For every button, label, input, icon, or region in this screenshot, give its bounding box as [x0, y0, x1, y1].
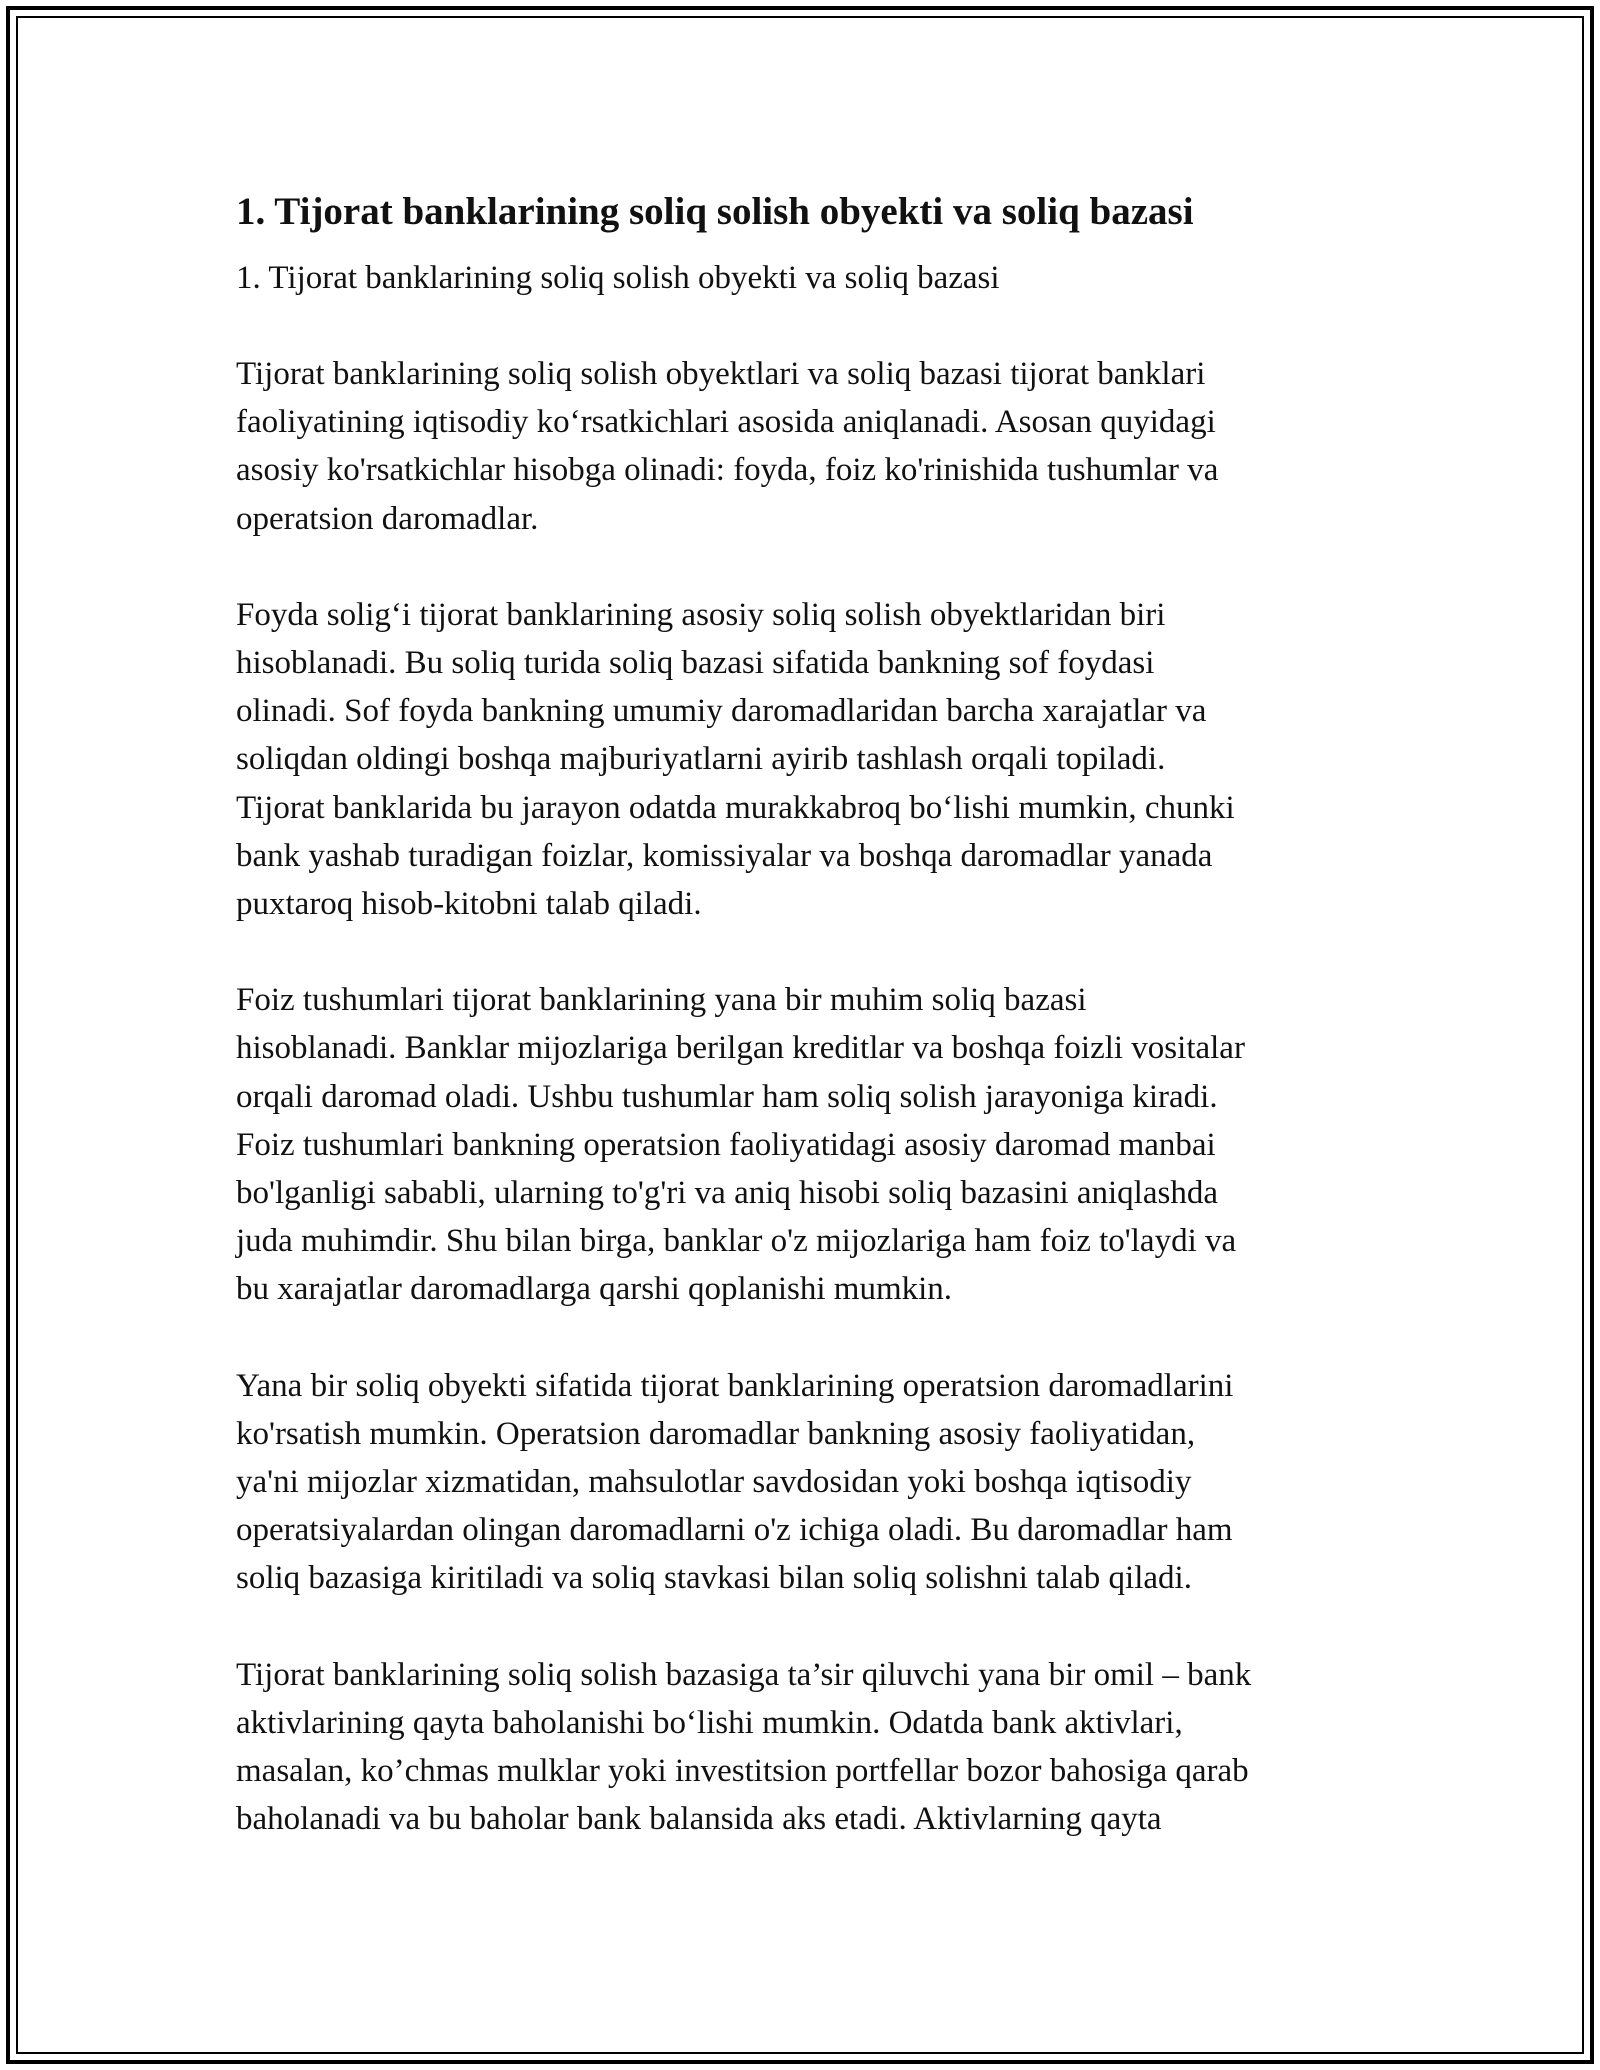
paragraph-5: Tijorat banklarining soliq solish bazasiga ta’sir qiluvchi yana bir omil – bank aktivlarining qayta baholanishi bo‘lishi mumkin. Odatda bank aktivlari, masalan, ko’chmas mulklar yoki investitsion portfellar bozor bahosiga qarab baholanadi va bu baholar bank balansida aks etadi. Aktivlarning qayta: [236, 1656, 1252, 1838]
paragraph-4: Yana bir soliq obyekti sifatida tijorat banklarining operatsion daromadlarini ko'rsatish mumkin. Operatsion daromadlar bankning asosiy faoliyatidan, ya'ni mijozlar xizmatidan, mahsulotlar savdosidan yoki boshqa iqtisodiy operatsiyalardan olingan daromadlarni o'z ichiga oladi. Bu daromadlar ham soliq bazasiga kiritiladi va soliq stavkasi bilan soliq solishni talab qiladi.: [236, 1367, 1234, 1597]
document-body: [236, 186, 1376, 1891]
paragraph-2: Foyda solig‘i tijorat banklarining asosiy soliq solish obyektlaridan biri hisoblanadi. Bu soliq turida soliq bazasi sifatida bankning sof foydasi olinadi. Sof foyda bankning umumiy daromadlaridan barcha xarajatlar va soliqdan oldingi boshqa majburiyatlarni ayirib tashlash orqali topiladi. Tijorat banklarida bu jarayon odatda murakkabroq bo‘lishi mumkin, chunki bank yashab turadigan foizlar, komissiyalar va boshqa daromadlar yanada puxtaroq hisob-kitobni talab qiladi.: [236, 596, 1235, 923]
paragraph-3: Foiz tushumlari tijorat banklarining yana bir muhim soliq bazasi hisoblanadi. Banklar mijozlariga berilgan kreditlar va boshqa foizli vositalar orqali daromad oladi. Ushbu tushumlar ham soliq solish jarayoniga kiradi. Foiz tushumlari bankning operatsion faoliyatidagi asosiy daromad manbai bo'lganligi sababli, ularning to'g'ri va aniq hisobi soliq bazasini aniqlashda juda muhimdir. Shu bilan birga, banklar o'z mijozlariga ham foiz to'laydi va bu xarajatlar daromadlarga qarshi qoplanishi mumkin.: [236, 982, 1245, 1308]
section-heading: 1. Tijorat banklarining soliq solish obyekti va soliq bazasi: [236, 190, 1194, 233]
paragraph-1: Tijorat banklarining soliq solish obyektlari va soliq bazasi tijorat banklari faoliyatining iqtisodiy ko‘rsatkichlari asosida aniqlanadi. Asosan quyidagi asosiy ko'rsatkichlar hisobga olinadi: foyda, foiz ko'rinishida tushumlar va operatsion daromadlar.: [236, 356, 1219, 537]
section-subheading: 1. Tijorat banklarining soliq solish obyekti va soliq bazasi: [236, 260, 1000, 296]
